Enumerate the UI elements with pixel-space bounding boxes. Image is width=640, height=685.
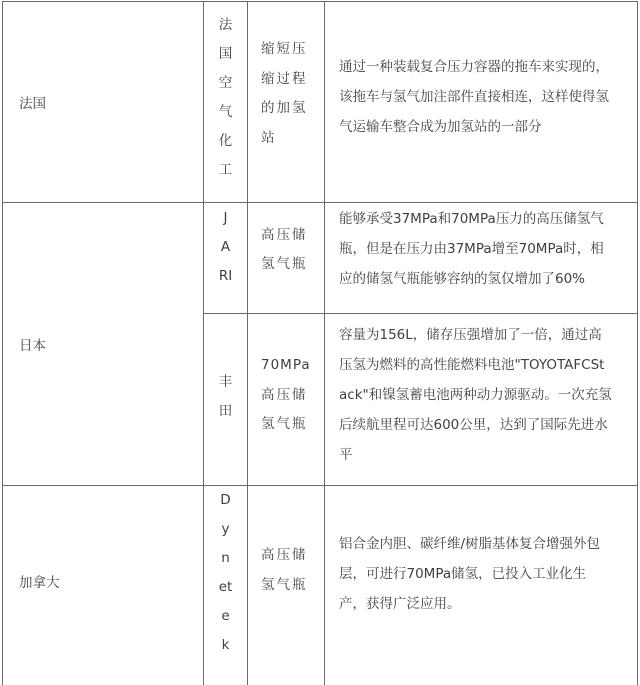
product-cell bbox=[248, 203, 324, 313]
product-line: 缩短压 bbox=[261, 41, 308, 57]
description-line: 容量为156L，储存压强增加了一倍，通过高 bbox=[339, 326, 602, 343]
country-cell bbox=[3, 486, 203, 685]
company-char: 工 bbox=[218, 162, 233, 178]
company-char: k bbox=[221, 636, 230, 653]
company-char: et bbox=[218, 578, 233, 595]
description-cell bbox=[325, 314, 637, 485]
description-line: 平 bbox=[339, 446, 353, 463]
product-cell bbox=[248, 314, 324, 485]
company-char: RI bbox=[218, 267, 233, 284]
company-char: 法 bbox=[218, 17, 233, 33]
description-cell bbox=[325, 486, 637, 685]
company-char: n bbox=[221, 549, 230, 566]
description-line: 应的储氢气瓶能够容纳的氢仅增加了60% bbox=[339, 271, 586, 287]
product-line: 站 bbox=[261, 129, 277, 146]
company-cell bbox=[204, 2, 247, 202]
product-line: 氢气瓶 bbox=[261, 256, 308, 272]
description-line: 能够承受37MPa和70MPa压力的高压储氢气 bbox=[339, 211, 604, 227]
country-label: 加拿大 bbox=[19, 574, 60, 591]
product-line: 70MPa bbox=[261, 357, 311, 374]
company-char: 气 bbox=[218, 104, 233, 120]
description-cell bbox=[325, 2, 637, 202]
company-char: D bbox=[220, 491, 231, 508]
product-cell bbox=[248, 486, 324, 685]
product-line: 的加氢 bbox=[261, 100, 308, 116]
description-line: 该拖车与氢气加注部件直接相连，这样使得氢 bbox=[339, 89, 609, 105]
description-line: ack"和镍氢蓄电池两种动力源驱动。一次充氢 bbox=[339, 386, 612, 403]
description-line: 层，可进行70MPa储氢，已投入工业化生 bbox=[339, 565, 587, 582]
description-line: 压氢为燃料的高性能燃料电池"TOYOTAFCSt bbox=[339, 356, 605, 373]
company-cell bbox=[204, 314, 247, 485]
description-cell bbox=[325, 203, 637, 313]
company-char: y bbox=[221, 520, 230, 537]
product-line: 高压储 bbox=[261, 547, 308, 563]
company-char: e bbox=[221, 607, 230, 624]
company-cell bbox=[204, 486, 247, 685]
table-border-right bbox=[637, 1, 638, 685]
description-line: 气运输车整合成为加氢站的一部分 bbox=[339, 119, 542, 135]
description-line: 铝合金内胆、碳纤维/树脂基体复合增强外包 bbox=[339, 535, 601, 552]
product-line: 氢气瓶 bbox=[261, 576, 308, 593]
country-label: 日本 bbox=[19, 338, 46, 354]
description-line: 后续航里程可达600公里，达到了国际先进水 bbox=[339, 416, 608, 433]
description-line: 通过一种装载复合压力容器的拖车来实现的， bbox=[339, 59, 609, 75]
country-cell bbox=[3, 203, 203, 485]
company-char: 化 bbox=[218, 133, 233, 149]
company-char: 丰 bbox=[218, 373, 233, 390]
product-line: 缩过程 bbox=[261, 70, 308, 87]
company-char: 田 bbox=[218, 402, 233, 419]
company-char: J bbox=[223, 209, 228, 226]
description-line: 产，获得广泛应用。 bbox=[339, 595, 461, 612]
product-cell bbox=[248, 2, 324, 202]
country-label: 法国 bbox=[19, 96, 46, 112]
product-line: 高压储 bbox=[261, 226, 308, 243]
description-line: 瓶，但是在压力由37MPa增至70MPa时，相 bbox=[339, 241, 604, 257]
company-cell bbox=[204, 203, 247, 313]
company-char: 空 bbox=[218, 75, 233, 91]
company-char: 国 bbox=[218, 46, 233, 62]
company-char: A bbox=[220, 238, 231, 255]
product-line: 氢气瓶 bbox=[261, 416, 308, 433]
product-line: 高压储 bbox=[261, 386, 308, 403]
country-cell bbox=[3, 2, 203, 202]
